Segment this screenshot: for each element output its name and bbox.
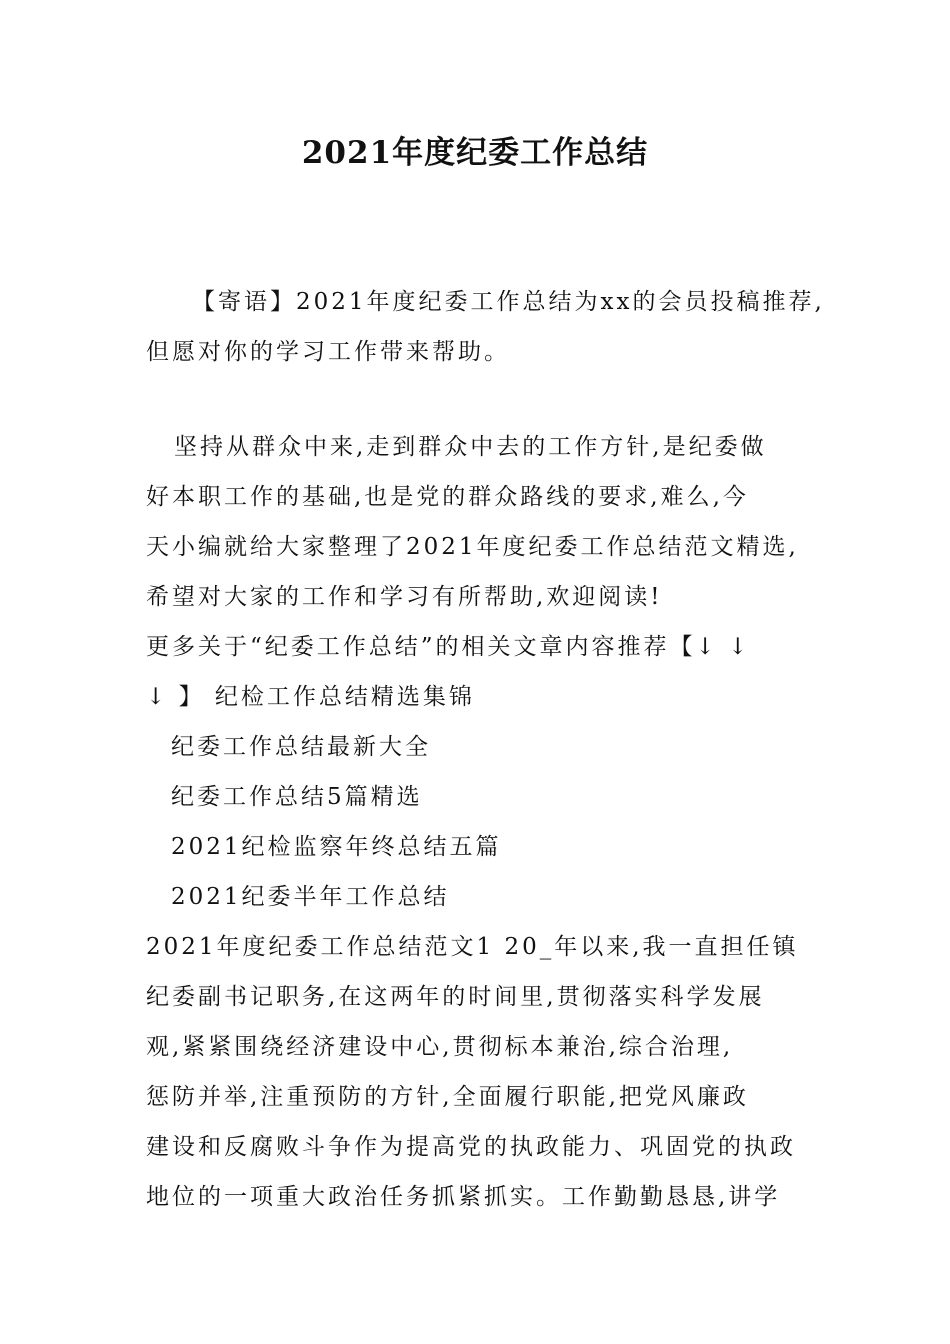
intro-line-2: 好本职工作的基础,也是党的群众路线的要求,难么,今 [146, 484, 749, 510]
main-line-3: 观,紧紧围绕经济建设中心,贯彻标本兼治,综合治理, [146, 1034, 734, 1060]
more-line-1: 更多关于“纪委工作总结”的相关文章内容推荐【↓ ↓ [146, 634, 751, 660]
main-line-4: 惩防并举,注重预防的方针,全面履行职能,把党风廉政 [146, 1084, 749, 1110]
document-title: 2021年度纪委工作总结 [301, 135, 649, 171]
preface-paragraph [146, 277, 826, 377]
intro-line-3: 天小编就给大家整理了2021年度纪委工作总结范文精选, [146, 534, 799, 560]
intro-line-1: 坚持从群众中来,走到群众中去的工作方针,是纪委做 [174, 434, 767, 460]
related-link-3[interactable]: 2021纪检监察年终总结五篇 [171, 834, 502, 860]
main-line-2: 纪委副书记职务,在这两年的时间里,贯彻落实科学发展 [146, 984, 765, 1010]
more-recommend-paragraph [146, 622, 826, 722]
related-link-4[interactable]: 2021纪委半年工作总结 [171, 884, 450, 910]
main-line-6: 地位的一项重大政治任务抓紧抓实。工作勤勤恳恳,讲学 [146, 1184, 781, 1210]
intro-line-4: 希望对大家的工作和学习有所帮助,欢迎阅读! [146, 584, 663, 610]
related-link-1[interactable]: 纪委工作总结最新大全 [171, 734, 431, 760]
intro-paragraph [146, 422, 826, 622]
more-line-2: ↓ 】 纪检工作总结精选集锦 [146, 684, 475, 710]
preface-line-1: 【寄语】2021年度纪委工作总结为xx的会员投稿推荐, [192, 289, 825, 315]
main-paragraph [146, 922, 826, 1222]
related-link-2[interactable]: 纪委工作总结5篇精选 [171, 784, 423, 810]
main-line-5: 建设和反腐败斗争作为提高党的执政能力、巩固党的执政 [146, 1134, 796, 1160]
main-line-1: 2021年度纪委工作总结范文1 20_年以来,我一直担任镇 [146, 934, 799, 960]
preface-line-2: 但愿对你的学习工作带来帮助。 [146, 339, 510, 365]
